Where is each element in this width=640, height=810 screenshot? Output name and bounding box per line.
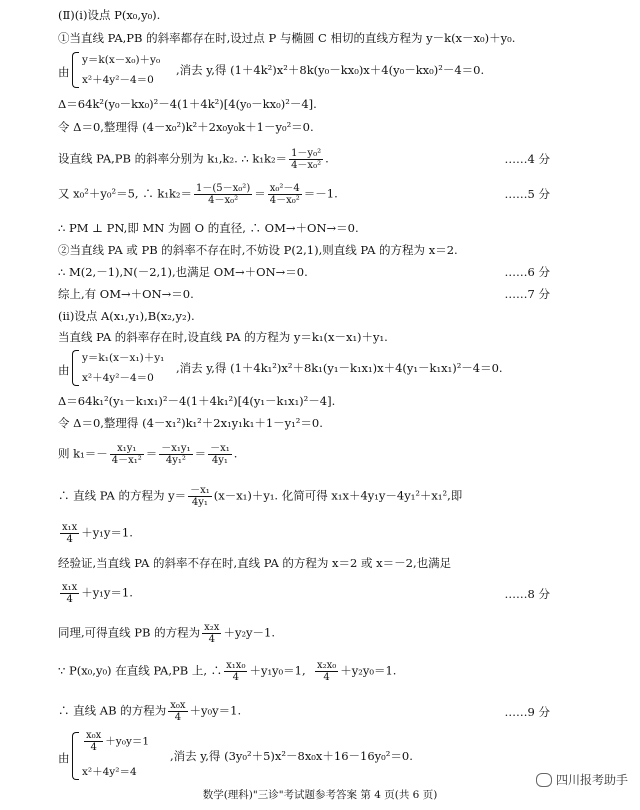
system-2-label: 由 [58, 363, 70, 377]
pa-simplified-rest: ＋y₁y＝1. [81, 525, 133, 540]
ab-equation-rest: ＋y₀y＝1. [189, 703, 242, 718]
pa-equation-text: ∴ 直线 PA 的方程为 y＝ [58, 488, 187, 503]
fraction [194, 183, 252, 206]
numerator: －x₁y₁ [161, 443, 191, 454]
score-4: ……4 分 [504, 152, 550, 166]
k1-value [58, 443, 237, 466]
equals: ＝ [145, 446, 158, 461]
denominator: 4－x₀² [269, 195, 300, 206]
page-footer: 数学(理科)"三诊"考试题参考答案 第 4 页(共 6 页) [202, 789, 438, 801]
k1-label: 则 k₁＝－ [58, 446, 108, 461]
denominator: 4－x₀² [208, 195, 239, 206]
summary: 综上,有 OM→＋ON→＝0. [58, 287, 194, 301]
numerator: x₁x [62, 582, 78, 593]
quadratic-in-k1: 令 Δ＝0,整理得 (4－x₁²)k₁²＋2x₁y₁k₁＋1－y₁²＝0. [58, 416, 323, 430]
watermark [536, 771, 628, 788]
numerator: x₂x [204, 622, 220, 633]
first-condition: ＋y₁y₀＝1, [249, 663, 306, 678]
system-1-brace [72, 52, 79, 88]
numerator: 1－y₀² [291, 148, 322, 159]
numerator: 1－(5－x₀²) [196, 183, 251, 194]
system-2-eq1: y＝k₁(x－x₁)＋y₁ [82, 352, 165, 364]
fraction [60, 522, 79, 545]
equals: ＝ [254, 186, 266, 201]
discriminant-2: Δ＝64k₁²(y₁－k₁x₁)²－4(1＋4k₁²)[4(y₁－k₁x₁)²－4]. [58, 394, 336, 408]
fraction [60, 582, 79, 605]
part-ii-i-heading: (Ⅱ)(i)设点 P(x₀,y₀). [58, 8, 161, 22]
case2-intro: ②当直线 PA 或 PB 的斜率不存在时,不妨设 P(2,1),则直线 PA 的方程为 x＝2. [58, 243, 458, 257]
denominator: 4 [174, 712, 182, 723]
ab-equation-text: ∴ 直线 AB 的方程为 [58, 703, 167, 718]
pa-equation-rest: (x－x₁)＋y₁. 化简可得 x₁x＋4y₁y－4y₁²＋x₁²,即 [213, 488, 463, 503]
denominator: 4 [90, 742, 97, 753]
score-5: ……5 分 [504, 187, 550, 201]
denominator: 4y₁ [211, 455, 228, 466]
denominator: 4－x₁² [111, 455, 142, 466]
perpendicular-conclusion: ∴ PM ⊥ PN,即 MN 为圆 O 的直径, ∴ OM→＋ON→＝0. [58, 221, 359, 235]
system-2 [58, 350, 618, 390]
system-1 [58, 52, 618, 92]
slope-product-text: 设直线 PA,PB 的斜率分别为 k₁,k₂. ∴ k₁k₂＝ [58, 151, 288, 166]
pa-general [58, 582, 133, 605]
fraction [84, 730, 103, 753]
equals: ＝ [194, 446, 207, 461]
system-2-brace [72, 350, 79, 386]
denominator: 4y₁² [165, 455, 186, 466]
fraction [268, 183, 302, 206]
system-3-eq1-rest: ＋y₀y＝1 [105, 735, 150, 748]
slope-product-eval [58, 183, 338, 206]
score-6: ……6 分 [504, 265, 550, 279]
score-8: ……8 分 [504, 587, 550, 601]
system-1-result: ,消去 y,得 (1＋4k²)x²＋8k(y₀－kx₀)x＋4(y₀－kx₀)²－4＝0. [176, 63, 485, 77]
score-9: ……9 分 [504, 705, 550, 719]
system-3 [58, 730, 618, 784]
system-1-label: 由 [58, 65, 70, 79]
numerator: x₀x [86, 730, 102, 741]
system-2-result: ,消去 y,得 (1＋4k₁²)x²＋8k₁(y₁－k₁x₁)x＋4(y₁－k₁x₁)²－4＝0. [176, 361, 503, 375]
p-on-lines [58, 660, 396, 683]
fraction [168, 700, 187, 723]
fraction [315, 660, 338, 683]
second-condition: ＋y₂y₀＝1. [340, 663, 397, 678]
fraction [208, 443, 232, 466]
denominator: 4 [66, 534, 73, 545]
p-on-lines-text: ∵ P(x₀,y₀) 在直线 PA,PB 上, ∴ [58, 663, 223, 678]
pa-simplified [58, 522, 133, 545]
line-pa-setup: 当直线 PA 的斜率存在时,设直线 PA 的方程为 y＝k₁(x－x₁)＋y₁. [58, 330, 388, 344]
fraction [289, 148, 323, 171]
score-7: ……7 分 [504, 287, 550, 301]
system-3-brace [72, 732, 79, 780]
system-3-label: 由 [58, 751, 70, 765]
pb-equation [58, 622, 275, 645]
case2-points: ∴ M(2,－1),N(－2,1),也满足 OM→＋ON→＝0. [58, 265, 308, 279]
system-3-result: ,消去 y,得 (3y₀²＋5)x²－8x₀x＋16－16y₀²＝0. [170, 749, 413, 763]
watermark-text: 四川报考助手 [555, 773, 628, 787]
denominator: 4 [208, 634, 215, 645]
numerator: －x₁ [210, 443, 230, 454]
denominator: 4y₁ [191, 497, 208, 508]
slope-eval-text: 又 x₀²＋y₀²＝5, ∴ k₁k₂＝ [58, 186, 193, 201]
result: ＝－1. [303, 186, 338, 201]
part-ii-ii-heading: (ii)设点 A(x₁,y₁),B(x₂,y₂). [58, 309, 195, 323]
numerator: x₀²－4 [269, 183, 300, 194]
fraction [188, 485, 212, 508]
pb-equation-text: 同理,可得直线 PB 的方程为 [58, 625, 201, 640]
system-3-eq2: x²＋4y²＝4 [82, 766, 137, 778]
denominator: 4 [232, 672, 239, 683]
numerator: x₁y₁ [110, 443, 144, 455]
numerator: x₁x₀ [226, 660, 246, 671]
system-1-eq1: y＝k(x－x₀)＋y₀ [82, 54, 161, 66]
case1-intro: ①当直线 PA,PB 的斜率都存在时,设过点 P 与椭圆 C 相切的直线方程为 y－k(x－x₀)＋y₀. [58, 31, 516, 45]
slope-product-line: 设直线 PA,PB 的斜率分别为 k₁,k₂. ∴ k₁k₂＝ $\frac{\text{1－y₀²}}{\text{4－x₀²}}$ . [58, 148, 329, 171]
denominator: 4 [66, 594, 73, 605]
numerator: x₁x [62, 522, 78, 533]
fraction [159, 443, 192, 466]
fraction [202, 622, 221, 645]
pa-equation [58, 485, 462, 508]
denominator: 4 [323, 672, 330, 683]
numerator: x₂x₀ [316, 660, 337, 671]
discriminant-1: Δ＝64k²(y₀－kx₀)²－4(1＋4k²)[4(y₀－kx₀)²－4]. [58, 97, 317, 111]
denominator: 4－x₀² [291, 160, 322, 171]
period: . [233, 446, 238, 461]
wechat-icon [536, 773, 552, 787]
system-3-eq1 [82, 730, 149, 753]
system-1-eq2: x²＋4y²－4＝0 [82, 74, 154, 86]
numerator: －x₁ [190, 485, 210, 496]
verification: 经验证,当直线 PA 的斜率不存在时,直线 PA 的方程为 x＝2 或 x＝－2,也满足 [58, 556, 452, 570]
pa-general-rest: ＋y₁y＝1. [81, 585, 133, 600]
system-2-eq2: x²＋4y²－4＝0 [82, 372, 154, 384]
numerator: x₀x [170, 700, 186, 711]
pb-equation-rest: ＋y₂y－1. [223, 625, 276, 640]
ab-equation [58, 700, 241, 723]
quadratic-in-k: 令 Δ＝0,整理得 (4－x₀²)k²＋2x₀y₀k＋1－y₀²＝0. [58, 120, 314, 134]
fraction [110, 443, 144, 466]
fraction [224, 660, 247, 683]
